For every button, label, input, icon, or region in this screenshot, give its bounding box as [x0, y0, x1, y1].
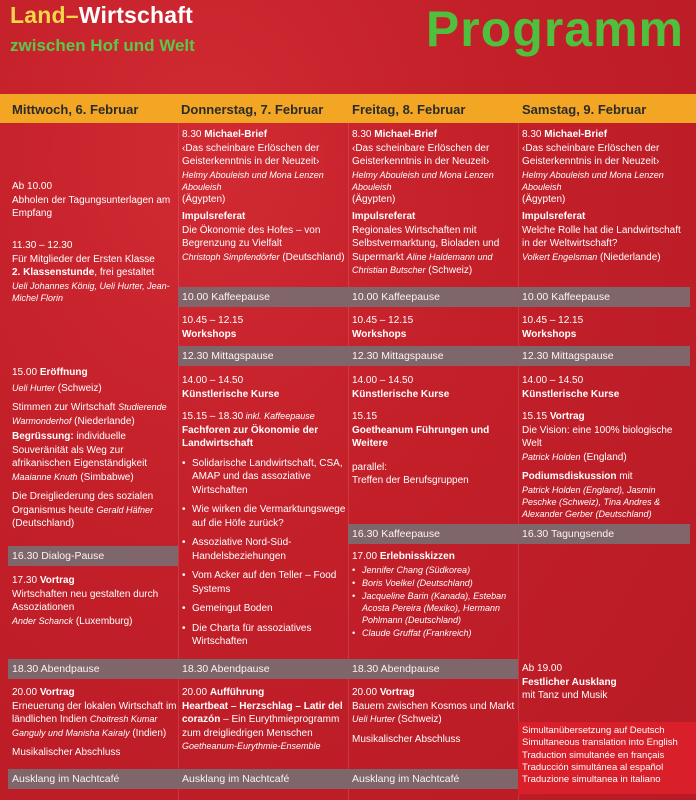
sat-vortrag-head [522, 410, 692, 424]
fri-vortrag [352, 686, 520, 746]
thu-impuls-title: Impulsreferat [182, 211, 246, 222]
thu-michael-country: (Ägypten) [182, 193, 226, 205]
wed-vortrag-1-country: (Luxemburg) [73, 615, 133, 627]
wed-dreigliederung-country: (Deutschland) [12, 518, 75, 529]
wed-stimmen-text: Stimmen zur Wirtschaft [12, 402, 116, 413]
sat-workshops-time: 10.45 – 12.15 [522, 315, 584, 326]
sat-michael-title: Michael-Brief [544, 129, 608, 140]
wed-begruessung-text: individuelle Souveränität als Weg zur afrikanischen Eigenständigkeit [12, 431, 148, 469]
fri-musik: Musikalischer Abschluss [352, 733, 461, 745]
thu-fachforen-title: Fachforen zur Ökonomie der Landwirtschaft [182, 424, 319, 449]
sat-vortrag-time: 15.15 [522, 411, 548, 422]
thu-kaffeepause: 10.00 Kaffeepause [178, 287, 348, 307]
sat-ausklang-text: mit Tanz und Musik [522, 690, 608, 701]
thu-michael-brief [182, 128, 350, 206]
thu-impuls-text: Die Ökonomie des Hofes – von Begrenzung zu Vielfalt [182, 224, 321, 249]
thu-auffuehrung-text: – Ein Eurythmieprogramm zum dreigliedrigen Menschen [182, 714, 340, 739]
fri-michael-head [352, 128, 520, 142]
wed-begruessung-speaker [12, 471, 180, 485]
sat-ausklang-title: Festlicher Ausklang [522, 676, 617, 688]
translation-es: Traducción simultánea al español [522, 762, 664, 774]
fri-fuehrungen-title: Goetheanum Führungen und Weitere [352, 424, 490, 449]
sat-vortrag-speaker [522, 451, 692, 465]
wed-arrival-time: Ab 10.00 [12, 181, 53, 192]
wed-musik: Musikalischer Abschluss [12, 747, 121, 758]
fri-michael-text: ‹Das scheinbare Erlöschen der Geisterkenntnis in der Neuzeit› [352, 142, 490, 167]
wed-klassenstunde-time: 11.30 – 12.30 [12, 240, 73, 251]
thu-michael-title: Michael-Brief [204, 129, 268, 140]
list-item: • Solidarische Landwirtschaft, CSA, AMAP und das assoziative Wirtschaften [182, 457, 350, 498]
wed-begruessung-country: (Simbabwe) [77, 471, 134, 483]
thu-kurse-time: 14.00 – 14.50 [182, 375, 244, 386]
fri-erlebnis-list [352, 564, 520, 640]
wed-vortrag-2-name: Choitresh Kumar Ganguly und Manisha Kairaly [12, 714, 158, 738]
wed-vortrag-1-time: 17.30 [12, 575, 38, 586]
wed-abendpause: 18.30 Abendpause [8, 659, 178, 679]
fri-kaffeepause-2: 16.30 Kaffeepause [348, 524, 518, 544]
thu-impuls-speaker [182, 251, 350, 265]
sat-vortrag [522, 410, 692, 520]
sat-michael-time: 8.30 [522, 129, 542, 140]
fri-erlebnis-title: Erlebnisskizzen [379, 551, 455, 562]
sat-kurse-time: 14.00 – 14.50 [522, 375, 584, 386]
wed-eroeffnung-title: Eröffnung [39, 367, 88, 378]
thu-auffuehrung-head [182, 686, 350, 700]
translation-de: Simultanübersetzung auf Deutsch [522, 725, 665, 736]
fri-michael-country: (Ägypten) [352, 193, 396, 205]
title-dash: – [65, 2, 79, 28]
wed-vortrag-1-text: Wirtschaften neu gestalten durch Assoziationen [12, 588, 159, 613]
wed-stimmen-name: Studierende Warmonderhof [12, 402, 167, 426]
wed-vortrag-1-head [12, 574, 180, 588]
sat-michael-head [522, 128, 690, 142]
wed-vortrag-2-text: Erneuerung der lokalen Wirtschaft im ländlichen Indien [12, 700, 177, 725]
sat-kurse-title: Künstlerische Kurse [522, 388, 620, 400]
fri-workshops-title: Workshops [352, 328, 407, 340]
sat-podium-names: Patrick Holden (England), Jasmin Peschke (Schweiz), Tina Andres & Alexander Gerber (Deutschland) [522, 484, 661, 519]
title-wirtschaft: Wirtschaft [78, 2, 193, 28]
sat-ausklang [522, 662, 690, 703]
thu-fachforen-time: 15.15 – 18.30 [182, 411, 244, 422]
sat-vortrag-name: Patrick Holden [522, 451, 581, 462]
list-item: • Boris Voelkel (Deutschland) [352, 577, 520, 589]
wed-vortrag-1-name: Ander Schanck [12, 615, 74, 626]
thu-michael-head [182, 128, 350, 142]
fri-kurse-title: Künstlerische Kurse [352, 388, 450, 400]
wed-dreigliederung-name: Gerald Häfner [96, 504, 154, 515]
day-sat: Samstag, 9. Februar [522, 102, 647, 117]
fri-vortrag-title: Vortrag [379, 687, 415, 698]
fri-vortrag-name: Ueli Hurter [352, 714, 396, 724]
fri-impuls-name: Aline Haldemann und Christian Butscher [352, 251, 493, 275]
fri-vortrag-head [352, 686, 520, 700]
thu-auffuehrung-time: 20.00 [182, 687, 208, 698]
thu-auffuehrung-name: Heartbeat – Herzschlag – Latir del corazón [182, 700, 343, 725]
thu-michael-names: Helmy Abouleish und Mona Lenzen Abouleish [182, 169, 324, 192]
thu-impuls [182, 210, 350, 264]
sat-michael-text: ‹Das scheinbare Erlöschen der Geisterkenntnis in der Neuzeit› [522, 142, 660, 167]
wed-begruessung [12, 430, 180, 471]
title-land: Land [10, 2, 66, 28]
thu-auffuehrung-body [182, 700, 350, 741]
wed-vortrag-1-title: Vortrag [39, 575, 75, 586]
translation-it: Traduzione simultanea in italiano [522, 774, 661, 786]
sat-podium-title: Podiumsdiskussion [522, 471, 617, 482]
sat-ausklang-time: Ab 19.00 [522, 663, 563, 674]
thu-mittagspause: 12.30 Mittagspause [178, 346, 348, 366]
sat-impuls-country: (Niederlande) [597, 251, 661, 263]
fri-impuls-title: Impulsreferat [352, 211, 416, 222]
wed-arrival-text: Abholen der Tagungsunterlagen am Empfang [12, 194, 171, 219]
wed-klassenstunde-title-line [12, 266, 180, 280]
fri-michael-title: Michael-Brief [374, 129, 438, 140]
translation-en: Simultaneous translation into English [522, 737, 678, 749]
wed-eroeffnung-speaker [12, 382, 180, 396]
wed-stimmen-country: (Niederlande) [71, 415, 135, 427]
thu-fachforen-time-line [182, 410, 350, 424]
sat-impuls-name: Volkert Engelsman [522, 251, 598, 262]
sat-impuls-speaker [522, 251, 690, 265]
wed-klassenstunde [12, 239, 180, 304]
thu-impuls-country: (Deutschland) [279, 251, 345, 263]
sat-podium-head [522, 470, 692, 484]
wed-eroeffnung-time: 15.00 [12, 367, 38, 378]
thu-workshops-title: Workshops [182, 328, 237, 340]
thu-auffuehrung [182, 686, 350, 752]
thu-kurse [182, 374, 350, 401]
thu-workshops-time: 10.45 – 12.15 [182, 315, 244, 326]
sat-tagungsende: 16.30 Tagungsende [518, 524, 690, 544]
header-title [10, 3, 193, 28]
fri-michael-names: Helmy Abouleish und Mona Lenzen Abouleish [352, 169, 494, 192]
list-item: • Assoziative Nord-Süd-Handelsbeziehungen [182, 536, 350, 563]
wed-klassenstunde-title: 2. Klassenstunde [12, 267, 95, 278]
wed-arrival [12, 180, 180, 221]
thu-fachforen-list [182, 457, 350, 649]
sat-kaffeepause: 10.00 Kaffeepause [518, 287, 690, 307]
list-item: • Vom Acker auf den Teller – Food Systems [182, 569, 350, 596]
fri-impuls-country: (Schweiz) [425, 265, 473, 276]
wed-vortrag-2-title: Vortrag [39, 687, 75, 698]
thu-abendpause: 18.30 Abendpause [178, 659, 348, 679]
thu-auffuehrung-ensemble: Goetheanum-Eurythmie-Ensemble [182, 741, 321, 751]
wed-eroeffnung-country: (Schweiz) [55, 382, 102, 394]
fri-vortrag-time: 20.00 [352, 687, 378, 698]
wed-dialog-pause: 16.30 Dialog-Pause [8, 546, 178, 566]
header-subtitle: zwischen Hof und Welt [10, 36, 195, 55]
wed-eroeffnung-name: Ueli Hurter [12, 382, 56, 393]
fri-workshops-time: 10.45 – 12.15 [352, 315, 414, 326]
thu-nachtcafe: Ausklang im Nachtcafé [178, 769, 348, 789]
thu-auffuehrung-title: Aufführung [209, 687, 265, 698]
wed-eroeffnung-head [12, 366, 180, 380]
sat-podium-with: mit [616, 471, 633, 482]
sat-kurse [522, 374, 690, 401]
fri-impuls-body [352, 224, 520, 278]
fri-kurse [352, 374, 520, 401]
wed-vortrag-2-time: 20.00 [12, 687, 38, 698]
list-item: • Gemeingut Boden [182, 602, 350, 616]
sat-impuls [522, 210, 690, 264]
thu-workshops [182, 314, 350, 341]
thu-kurse-title: Künstlerische Kurse [182, 388, 280, 400]
wed-vortrag-2-body [12, 700, 180, 741]
fri-kaffeepause: 10.00 Kaffeepause [348, 287, 518, 307]
wed-klassenstunde-rest: , frei gestaltet [94, 267, 155, 278]
sat-impuls-text: Welche Rolle hat die Landwirtschaft in der Weltwirtschaft? [522, 224, 681, 249]
sat-workshops [522, 314, 690, 341]
fri-erlebnis-time: 17.00 [352, 551, 378, 562]
fri-fuehrungen [352, 410, 520, 488]
wed-vortrag-2-country: (Indien) [129, 727, 167, 739]
wed-begruessung-title: Begrüssung: [12, 431, 74, 442]
wed-vortrag-2-head [12, 686, 180, 700]
wed-klassenstunde-text: Für Mitglieder der Ersten Klasse [12, 253, 155, 265]
thu-fachforen-note: inkl. Kaffeepause [243, 411, 315, 421]
thu-fachforen [182, 410, 350, 655]
sat-michael-brief [522, 128, 690, 206]
wed-dreigliederung [12, 490, 180, 517]
thu-michael-time: 8.30 [182, 129, 202, 140]
fri-michael-brief [352, 128, 520, 206]
fri-vortrag-speaker [352, 713, 520, 727]
day-fri: Freitag, 8. Februar [352, 102, 466, 117]
fri-workshops [352, 314, 520, 341]
list-item: • Jacqueline Barin (Kanada), Esteban Acosta Pereira (Mexiko), Hermann Pohlmann (Deutschland) [352, 590, 520, 626]
translation-fr: Traduction simultanée en français [522, 749, 665, 761]
fri-erlebnis-head [352, 550, 520, 564]
sat-vortrag-country: (England) [580, 451, 627, 463]
wed-klassenstunde-names: Ueli Johannes König, Ueli Hurter, Jean-Michel Florin [12, 280, 170, 303]
sat-mittagspause: 12.30 Mittagspause [518, 346, 690, 366]
wed-dreigliederung-text: Die Dreigliederung des sozialen Organismus heute [12, 491, 154, 516]
fri-erlebnisskizzen [352, 550, 520, 640]
fri-vortrag-country: (Schweiz) [395, 714, 442, 725]
fri-berufsgruppen: Treffen der Berufsgruppen [352, 475, 469, 486]
fri-impuls-text: Regionales Wirtschaften mit Selbstvermarktung, Bioladen und Supermarkt [352, 224, 500, 263]
list-item: • Wie wirken die Vermarktungswege auf die Höfe zurück? [182, 503, 350, 530]
sat-vortrag-text: Die Vision: eine 100% biologische Welt [522, 424, 673, 449]
wed-vortrag-1-speaker [12, 615, 180, 629]
fri-kurse-time: 14.00 – 14.50 [352, 375, 414, 386]
programm-heading: Programm [425, 1, 684, 57]
thu-michael-text: ‹Das scheinbare Erlöschen der Geisterkenntnis in der Neuzeit› [182, 142, 320, 167]
fri-impuls [352, 210, 520, 278]
list-item: • Claude Gruffat (Frankreich) [352, 627, 520, 639]
list-item: • Jennifer Chang (Südkorea) [352, 564, 520, 576]
wed-vortrag-1 [12, 574, 180, 628]
day-thu: Donnerstag, 7. Februar [181, 102, 324, 117]
wed-nachtcafe: Ausklang im Nachtcafé [8, 769, 178, 789]
fri-abendpause: 18.30 Abendpause [348, 659, 518, 679]
translation-box [518, 722, 696, 794]
wed-begruessung-name: Maaianne Knuth [12, 471, 78, 482]
thu-impuls-name: Christoph Simpfendörfer [182, 251, 280, 262]
fri-fuehrungen-time: 15.15 [352, 411, 378, 422]
fri-vortrag-text: Bauern zwischen Kosmos und Markt [352, 700, 515, 712]
day-wed: Mittwoch, 6. Februar [12, 102, 139, 117]
sat-michael-country: (Ägypten) [522, 193, 566, 205]
wed-eroeffnung [12, 366, 180, 531]
sat-michael-names: Helmy Abouleish und Mona Lenzen Abouleish [522, 169, 664, 192]
wed-stimmen [12, 401, 180, 428]
list-item: • Die Charta für assoziatives Wirtschaften [182, 622, 350, 649]
sat-workshops-title: Workshops [522, 328, 577, 340]
fri-nachtcafe: Ausklang im Nachtcafé [348, 769, 518, 789]
fri-parallel: parallel: [352, 461, 388, 473]
wed-vortrag-2 [12, 686, 180, 760]
fri-mittagspause: 12.30 Mittagspause [348, 346, 518, 366]
fri-michael-time: 8.30 [352, 129, 372, 140]
sat-vortrag-title: Vortrag [549, 411, 585, 422]
sat-impuls-title: Impulsreferat [522, 211, 586, 222]
